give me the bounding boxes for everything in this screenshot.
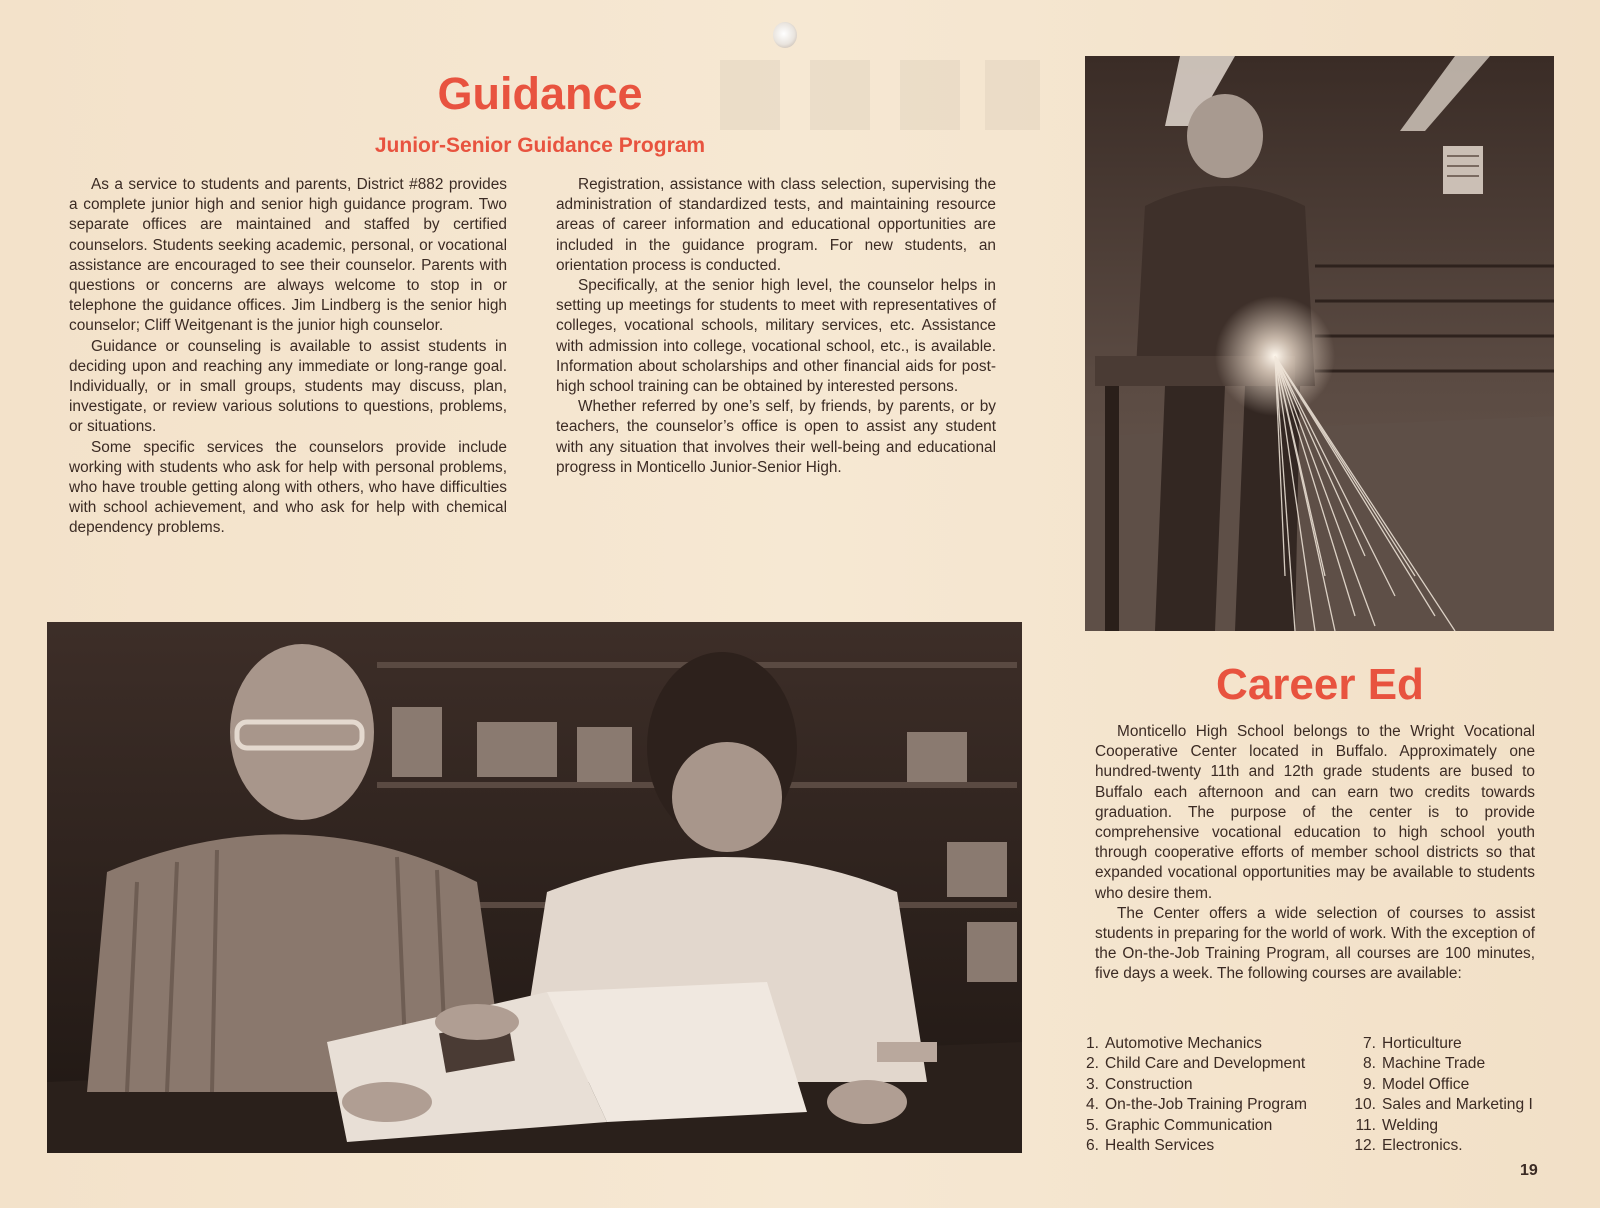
course-item: 1. Automotive Mechanics: [1085, 1035, 1262, 1052]
course-item: 7. Horticulture: [1362, 1035, 1462, 1052]
paragraph: As a service to students and parents, District #882 provides a complete junior high and senior high guidance program. Two separate offices are maintained and staffed by certified counselors. Students seeking academic, personal, or vocational assistance are encouraged to see their counselor. Parents with questions or concerns are always welcome to stop in or telephone the guidance offices. Jim Lindberg is the senior high counselor; Cliff Weitgenant is the junior high counselor.: [69, 176, 507, 335]
course-item: 12. Electronics.: [1354, 1137, 1463, 1155]
course-item: 4. On-the-Job Training Program: [1085, 1096, 1307, 1114]
page-number: 19: [1520, 1162, 1538, 1179]
guidance-title: Guidance: [437, 68, 643, 119]
course-list-right: [1350, 1034, 1565, 1156]
career-column: [1095, 722, 1535, 985]
paragraph: The Center offers a wide selection of courses to assist students in preparing for the world of work. With the exception of the On-the-Job Training Program, all courses are 100 minutes, five days a week. The following courses are available:: [1095, 904, 1535, 983]
guidance-column-2: [556, 175, 996, 478]
paragraph: Guidance or counseling is available to assist students in deciding upon and reaching any immediate or long-range goal. Individually, or in small groups, students may discuss, plan, investigate, or review various solutions to questions, problems, or situations.: [69, 337, 507, 436]
course-item: 9. Model Office: [1362, 1075, 1470, 1093]
course-item: 10. Sales and Marketing I: [1354, 1096, 1533, 1114]
paragraph: Whether referred by one’s self, by friends, by parents, or by teachers, the counselor’s office is open to assist any student with any situation that involves their well-being and educational progress in Monticello Junior-Senior High.: [556, 398, 996, 476]
guidance-subtitle: Junior-Senior Guidance Program: [374, 134, 706, 157]
course-item: 2. Child Care and Development: [1085, 1055, 1306, 1073]
welding-photo: [1085, 56, 1554, 631]
guidance-column-1: [69, 175, 507, 539]
punch-hole: [773, 22, 797, 48]
course-item: 11. Welding: [1355, 1116, 1439, 1134]
paragraph: Some specific services the counselors provide include working with students who ask for help with personal problems, who have trouble getting along with others, who have difficulties with school achievement, and who ask for help with chemical dependency problems.: [69, 438, 507, 537]
paragraph: Registration, assistance with class selection, supervising the administration of standardized tests, and maintaining resource areas of career information and educational opportunities are included in the guidance program. For new students, an orientation process is conducted.: [556, 176, 996, 274]
course-list-left: [1079, 1034, 1354, 1156]
course-item: 8. Machine Trade: [1362, 1055, 1486, 1073]
counseling-photo: [47, 622, 1022, 1153]
course-item: 3. Construction: [1085, 1075, 1193, 1093]
paragraph: Specifically, at the senior high level, the counselor helps in setting up meetings for students to meet with representatives of colleges, vocational schools, military services, etc. Assistance with admission into college, vocational school, etc., is available. Information about scholarships and other financial aids for post-high school training can be obtained by interested persons.: [556, 277, 996, 396]
career-ed-title: Career Ed: [1216, 660, 1424, 709]
course-item: 5. Graphic Communication: [1085, 1116, 1273, 1134]
bleed-through-texture: [720, 50, 1040, 140]
paragraph: Monticello High School belongs to the Wright Vocational Cooperative Center located in Buffalo. Approximately one hundred-twenty 11th and 12th grade students are bused to Buffalo each afternoon and can earn two credits towards graduation. The purpose of the center is to provide comprehensive vocational education to high school youth through cooperative efforts of member school districts so that expanded vocational opportunities may be available to students who desire them.: [1095, 723, 1535, 902]
course-item: 6. Health Services: [1085, 1137, 1215, 1155]
